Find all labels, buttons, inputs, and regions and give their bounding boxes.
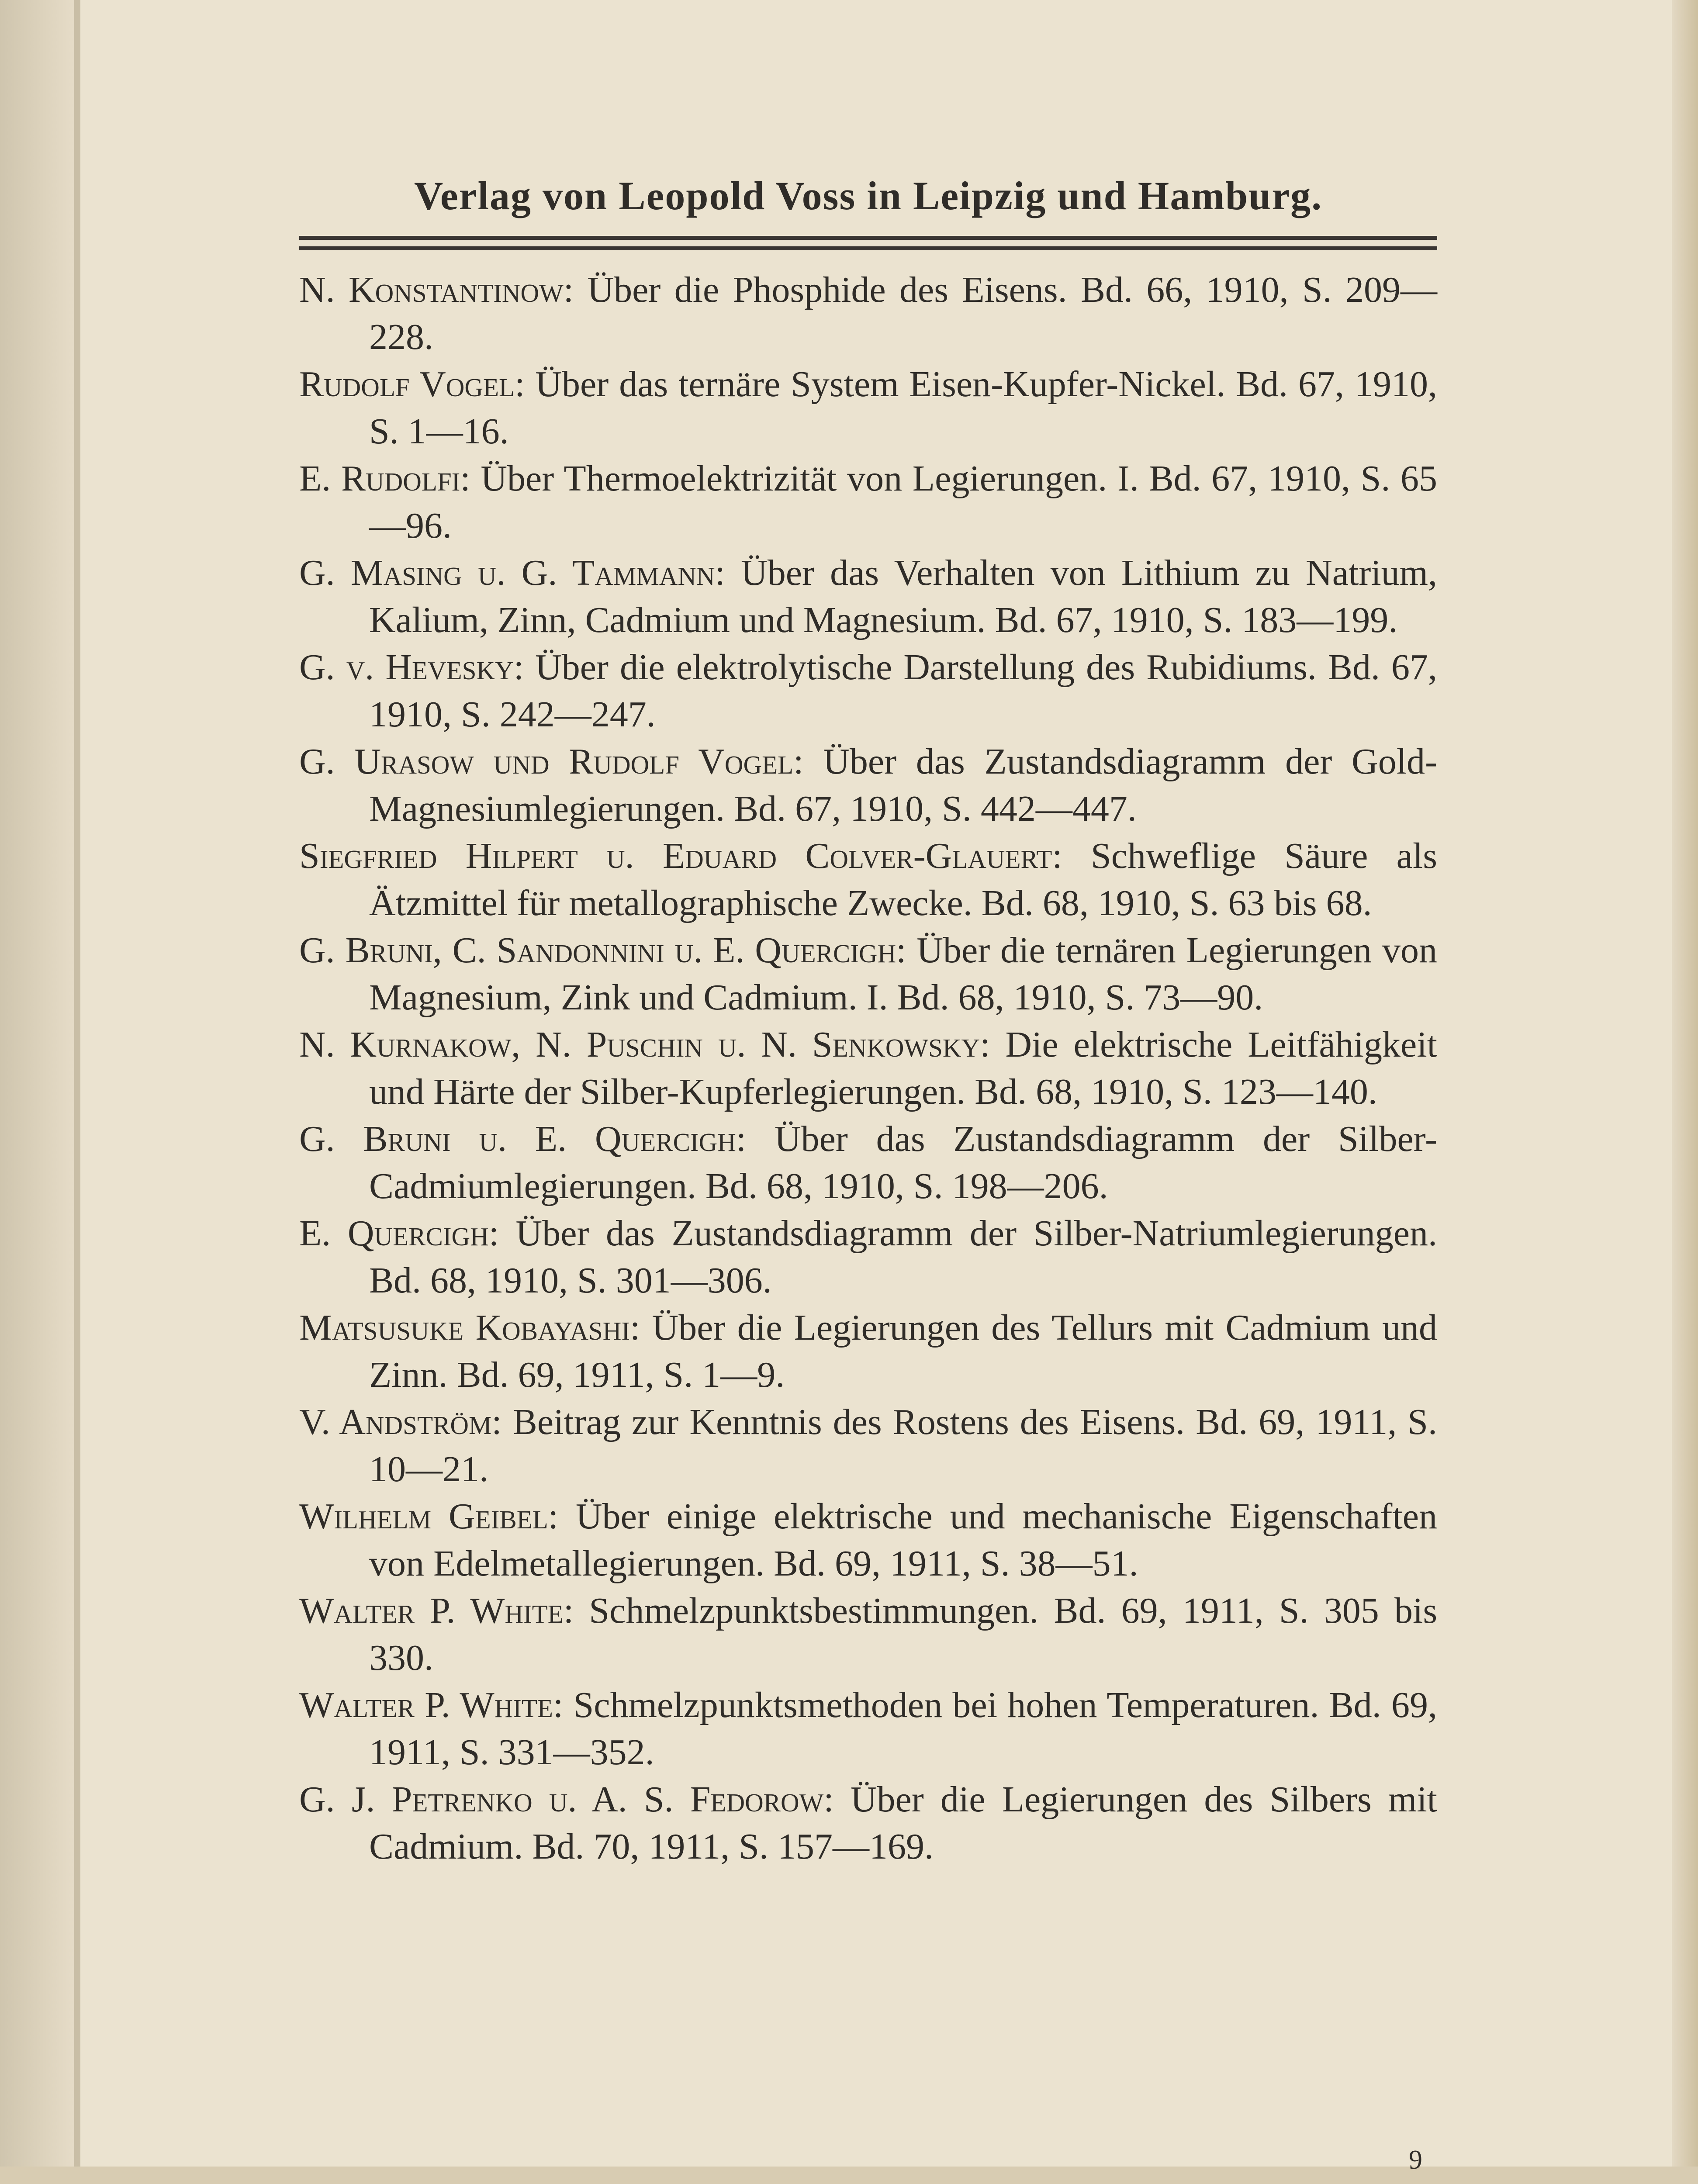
entry-authors: G. Bruni, C. Sandonnini u. E. Quercigh: xyxy=(299,930,906,971)
page-right-edge xyxy=(1672,0,1698,2184)
bibliography-entry xyxy=(299,1021,1437,1116)
bibliography-entry xyxy=(299,1682,1437,1776)
running-header: Verlag von Leopold Voss in Leipzig und Hamburg. xyxy=(414,173,1323,218)
entry-authors: Rudolf Vogel: xyxy=(299,364,525,404)
entry-text: Beitrag zur Kenntnis des Rostens des Eisens. Bd. 69, 1911, S. 10—21. xyxy=(369,1402,1437,1489)
bibliography-list xyxy=(299,266,1437,1870)
bibliography-entry xyxy=(299,1116,1437,1210)
entry-text: Über einige elektrische und mechanische Eigenschaften von Edelmetallegierungen. Bd. 69, 1911, S. 38—51. xyxy=(369,1496,1437,1584)
entry-authors: V. Andström: xyxy=(299,1402,502,1442)
entry-text: Über die ternären Legierungen von Magnesium, Zink und Cadmium. I. Bd. 68, 1910, S. 73—90. xyxy=(369,930,1437,1018)
entry-text: Schweflige Säure als Ätzmittel für metallographische Zwecke. Bd. 68, 1910, S. 63 bis 68. xyxy=(369,836,1437,923)
entry-text: Über das Zustandsdiagramm der Silber-Natriumlegierungen. Bd. 68, 1910, S. 301—306. xyxy=(369,1213,1437,1301)
entry-text: Schmelzpunktsmethoden bei hohen Temperaturen. Bd. 69, 1911, S. 331—352. xyxy=(369,1685,1437,1773)
page-fold xyxy=(74,0,80,2184)
entry-authors: G. J. Petrenko u. A. S. Fedorow: xyxy=(299,1779,834,1820)
entry-text: Die elektrische Leitfähigkeit und Härte der Silber-Kupferlegierungen. Bd. 68, 1910, S. 123—140. xyxy=(369,1024,1437,1112)
entry-authors: G. v. Hevesky: xyxy=(299,647,524,688)
bibliography-entry xyxy=(299,833,1437,927)
entry-authors: Walter P. White: xyxy=(299,1685,564,1725)
entry-authors: Siegfried Hilpert u. Eduard Colver-Glauert: xyxy=(299,836,1062,876)
entry-text: Über Thermoelektrizität von Legierungen. I. Bd. 67, 1910, S. 65—96. xyxy=(369,458,1438,546)
header-rule-top xyxy=(299,236,1437,240)
entry-text: Über die Legierungen des Silbers mit Cadmium. Bd. 70, 1911, S. 157—169. xyxy=(369,1779,1437,1867)
entry-text: Über die elektrolytische Darstellung des Rubidiums. Bd. 67, 1910, S. 242—247. xyxy=(369,647,1437,735)
entry-authors: E. Rudolfi: xyxy=(299,458,470,499)
entry-authors: Wilhelm Geibel: xyxy=(299,1496,559,1537)
bibliography-entry xyxy=(299,1493,1437,1587)
entry-text: Über das Zustandsdiagramm der Silber-Cadmiumlegierungen. Bd. 68, 1910, S. 198—206. xyxy=(369,1119,1437,1206)
entry-text: Über das Zustandsdiagramm der Gold-Magnesiumlegierungen. Bd. 67, 1910, S. 442—447. xyxy=(369,741,1438,829)
entry-text: Über das ternäre System Eisen-Kupfer-Nickel. Bd. 67, 1910, S. 1—16. xyxy=(369,364,1437,452)
bibliography-entry xyxy=(299,361,1437,455)
entry-authors: N. Konstantinow: xyxy=(299,270,574,310)
page-bottom-edge xyxy=(0,2167,1698,2184)
entry-text: Schmelzpunktsbestimmungen. Bd. 69, 1911, S. 305 bis 330. xyxy=(369,1590,1438,1678)
bibliography-entry xyxy=(299,644,1437,738)
bibliography-entry xyxy=(299,738,1437,833)
bibliography-entry xyxy=(299,266,1437,361)
entry-authors: Walter P. White: xyxy=(299,1590,574,1631)
entry-text: Über die Phosphide des Eisens. Bd. 66, 1910, S. 209—228. xyxy=(369,270,1438,357)
page-number: 9 xyxy=(1409,2145,1422,2175)
entry-authors: G. Bruni u. E. Quercigh: xyxy=(299,1119,747,1159)
entry-authors: Matsusuke Kobayashi: xyxy=(299,1307,640,1348)
entry-text: Über die Legierungen des Tellurs mit Cadmium und Zinn. Bd. 69, 1911, S. 1—9. xyxy=(369,1307,1437,1395)
entry-authors: N. Kurnakow, N. Puschin u. N. Senkowsky: xyxy=(299,1024,990,1065)
bibliography-entry xyxy=(299,927,1437,1021)
entry-authors: G. Urasow und Rudolf Vogel: xyxy=(299,741,804,782)
page-left-edge xyxy=(0,0,74,2184)
bibliography-entry xyxy=(299,1776,1437,1870)
entry-authors: E. Quercigh: xyxy=(299,1213,499,1254)
bibliography-entry xyxy=(299,1399,1437,1493)
entry-authors: G. Masing u. G. Tammann: xyxy=(299,553,725,593)
bibliography-entry xyxy=(299,455,1437,549)
bibliography-entry xyxy=(299,1587,1437,1682)
entry-text: Über das Verhalten von Lithium zu Natrium, Kalium, Zinn, Cadmium und Magnesium. Bd. 67, 1910, S. 183—199. xyxy=(369,553,1437,640)
bibliography-entry xyxy=(299,549,1437,644)
header-rule-bottom xyxy=(299,246,1437,250)
bibliography-entry xyxy=(299,1210,1437,1304)
bibliography-entry xyxy=(299,1304,1437,1399)
